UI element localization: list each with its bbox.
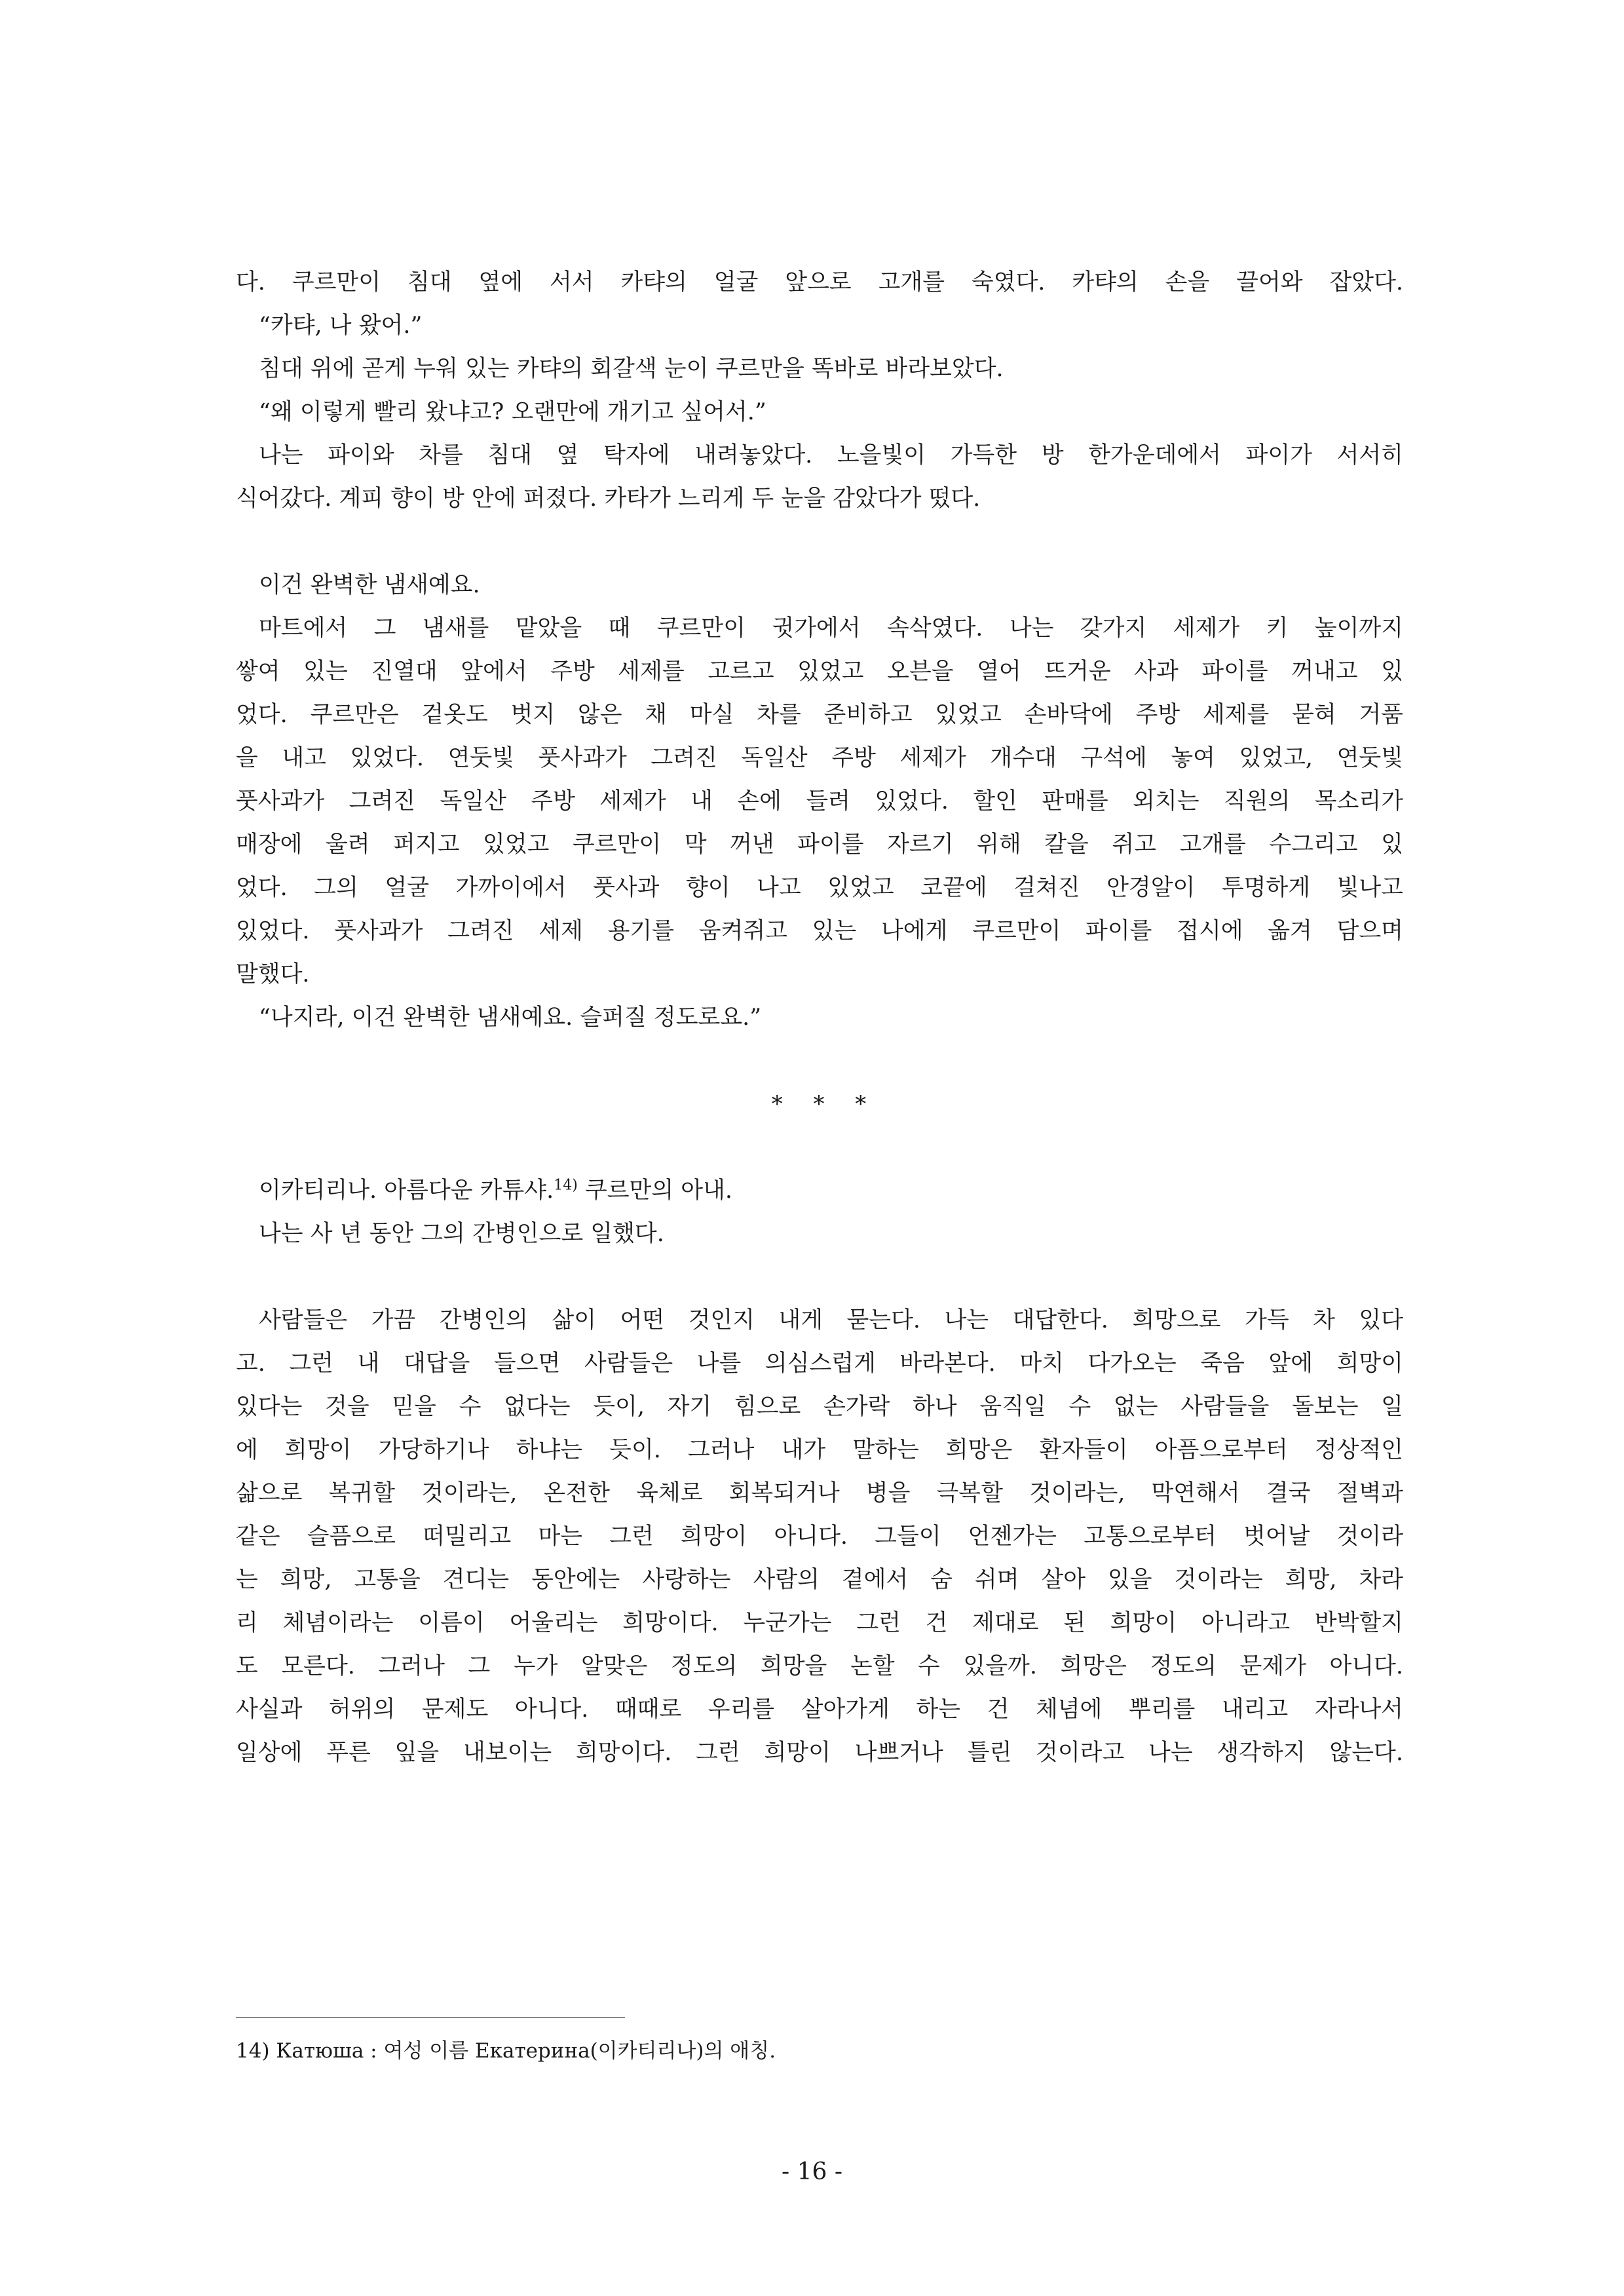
footnote: 14) Катюша : 여성 이름 Екатерина(이카티리나)의 애칭. xyxy=(236,2039,776,2063)
text-line: 식어갔다. 계피 향이 방 안에 퍼졌다. 카타가 느리게 두 눈을 감았다가 떴다. xyxy=(236,486,981,512)
text-line: 사람들은 가끔 간병인의 삶이 어떤 것인지 내게 묻는다. 나는 대답한다. 희망으로 가득 차 있다 xyxy=(259,1307,1403,1333)
text-line: 나는 사 년 동안 그의 간병인으로 일했다. xyxy=(259,1221,664,1247)
text-line: 리 체념이라는 이름이 어울리는 희망이다. 누군가는 그런 건 제대로 된 희망이 아니라고 반박할지 xyxy=(236,1610,1403,1636)
text-line: 는 희망, 고통을 견디는 동안에는 사랑하는 사람의 곁에서 숨 쉬며 살아 있을 것이라는 희망, 차라 xyxy=(236,1567,1403,1593)
text-line: 고. 그런 내 대답을 들으면 사람들은 나를 의심스럽게 바라본다. 마치 다가오는 죽음 앞에 희망이 xyxy=(236,1350,1403,1377)
section-separator: * * * xyxy=(771,1091,878,1117)
text-line: 나는 파이와 차를 침대 옆 탁자에 내려놓았다. 노을빛이 가득한 방 한가운데에서 파이가 서서히 xyxy=(259,442,1403,469)
text-line: 었다. 쿠르만은 겉옷도 벗지 않은 채 마실 차를 준비하고 있었고 손바닥에 주방 세제를 묻혀 거품 xyxy=(236,702,1403,728)
text-line: 다. 쿠르만이 침대 옆에 서서 카탸의 얼굴 앞으로 고개를 숙였다. 카탸의 손을 끌어와 잡았다. xyxy=(236,269,1403,296)
text-line: 일상에 푸른 잎을 내보이는 희망이다. 그런 희망이 나쁘거나 틀린 것이라고 나는 생각하지 않는다. xyxy=(236,1740,1403,1766)
text-line: 풋사과가 그려진 독일산 주방 세제가 내 손에 들려 있었다. 할인 판매를 외치는 직원의 목소리가 xyxy=(236,788,1403,814)
dialogue-line: “카탸, 나 왔어.” xyxy=(259,313,423,339)
text-line: 침대 위에 곧게 누워 있는 카탸의 회갈색 눈이 쿠르만을 똑바로 바라보았다. xyxy=(259,356,1004,382)
text-line: 말했다. xyxy=(236,961,310,987)
text-line: 을 내고 있었다. 연둣빛 풋사과가 그려진 독일산 주방 세제가 개수대 구석에 놓여 있었고, 연둣빛 xyxy=(236,745,1403,771)
page-number: - 16 - xyxy=(781,2158,843,2185)
dialogue-line: “왜 이렇게 빨리 왔냐고? 오랜만에 개기고 싶어서.” xyxy=(259,399,766,425)
paragraph-gap xyxy=(236,520,1403,564)
text-fragment: 이카티리나. 아름다운 카튜샤. xyxy=(259,1177,554,1204)
page-body xyxy=(236,261,1403,1774)
dialogue-line: “나지라, 이건 완벽한 냄새예요. 슬퍼질 정도로요.” xyxy=(259,1004,762,1031)
text-line: 도 모른다. 그러나 그 누가 알맞은 정도의 희망을 논할 수 있을까. 희망은 정도의 문제가 아니다. xyxy=(236,1653,1403,1679)
paragraph-gap xyxy=(236,1255,1403,1299)
text-line: 있다는 것을 믿을 수 없다는 듯이, 자기 힘으로 손가락 하나 움직일 수 없는 사람들을 돌보는 일 xyxy=(236,1394,1403,1420)
text-line: 쌓여 있는 진열대 앞에서 주방 세제를 고르고 있었고 오븐을 열어 뜨거운 사과 파이를 꺼내고 있 xyxy=(236,659,1403,685)
text-fragment: 쿠르만의 아내. xyxy=(577,1177,733,1204)
text-line: 있었다. 풋사과가 그려진 세제 용기를 움켜쥐고 있는 나에게 쿠르만이 파이를 접시에 옮겨 담으며 xyxy=(236,918,1403,944)
text-line: 사실과 허위의 문제도 아니다. 때때로 우리를 살아가게 하는 건 체념에 뿌리를 내리고 자라나서 xyxy=(236,1696,1403,1723)
section-gap xyxy=(236,1126,1403,1169)
footnote-marker: 14) xyxy=(554,1177,578,1194)
text-line: 었다. 그의 얼굴 가까이에서 풋사과 향이 나고 있었고 코끝에 걸쳐진 안경알이 투명하게 빛나고 xyxy=(236,875,1403,901)
section-gap xyxy=(236,1039,1403,1082)
footnote-divider xyxy=(236,2017,625,2018)
text-line: 이건 완벽한 냄새예요. xyxy=(259,572,480,598)
text-line: 같은 슬픔으로 떠밀리고 마는 그런 희망이 아니다. 그들이 언젠가는 고통으로부터 벗어날 것이라 xyxy=(236,1523,1403,1550)
text-line: 삶으로 복귀할 것이라는, 온전한 육체로 회복되거나 병을 극복할 것이라는, 막연해서 결국 절벽과 xyxy=(236,1480,1403,1506)
text-line xyxy=(236,1169,1403,1212)
text-line: 에 희망이 가당하기나 하냐는 듯이. 그러나 내가 말하는 희망은 환자들이 아픔으로부터 정상적인 xyxy=(236,1437,1403,1463)
text-line: 매장에 울려 퍼지고 있었고 쿠르만이 막 꺼낸 파이를 자르기 위해 칼을 쥐고 고개를 수그리고 있 xyxy=(236,832,1403,858)
text-line: 마트에서 그 냄새를 맡았을 때 쿠르만이 귓가에서 속삭였다. 나는 갖가지 세제가 키 높이까지 xyxy=(259,615,1403,641)
